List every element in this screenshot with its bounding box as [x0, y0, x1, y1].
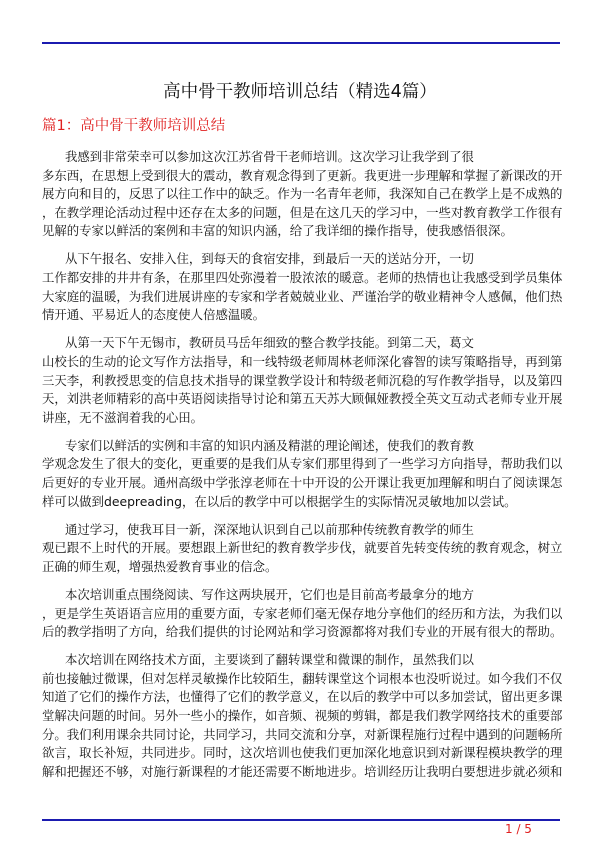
paragraph-line: 样可以做到deepreading，在以后的教学中可以根据学生的实际情况灵敏地加以尝试。 — [42, 493, 517, 509]
paragraph-line: 工作都安排的井井有条，在那里四处弥漫着一股浓浓的暖意。老师的热情也让我感受到学员集体 — [42, 270, 563, 286]
paragraph-line: 欲言，取长补短，共同进步。同时，这次培训也使我们更加深化地意识到对新课程模块教学的理 — [42, 745, 563, 761]
paragraph — [42, 334, 563, 427]
paragraph-line: 从下午报名、安排入住，到每天的食宿安排，到最后一天的送站分开，一切 — [65, 251, 474, 267]
paragraph-line: 我感到非常荣幸可以参加这次江苏省骨干老师培训。这次学习让我学到了很 — [65, 149, 474, 164]
paragraph-line: 展方向和目的，反思了以往工作中的缺乏。作为一名青年老师，我深知自己在教学上是不成熟的 — [42, 186, 563, 202]
document-title: 高中骨干教师培训总结（精选4篇） — [163, 82, 437, 102]
paragraph-line: 正确的师生观，增强热爱教育事业的信念。 — [42, 558, 278, 574]
paragraph — [42, 586, 563, 642]
paragraph-line: 后更好的专业开展。通州高级中学张淳老师在十中开设的公开课让我更加理解和明白了阅读课怎 — [42, 475, 563, 490]
paragraph-line: 堂解决问题的时间。另外一些小的操作，如音频、视频的剪辑，都是我们教学网络技术的重要部 — [42, 708, 563, 724]
section-heading: 篇1：高中骨干教师培训总结 — [42, 118, 226, 134]
paragraph — [42, 651, 563, 781]
paragraph-line: 见解的专家以鲜活的案例和丰富的知识内涵，给了我详细的操作指导，使我感悟很深。 — [42, 223, 513, 239]
paragraph-line: 三天李，利教授思变的信息技术指导的课堂教学设计和特级老师沉稳的写作教学指导，以及第四 — [42, 372, 563, 388]
paragraph — [42, 148, 563, 241]
paragraph-line: 山校长的生动的论文写作方法指导，和一线特级老师周林老师深化睿智的读写策略指导，再到第 — [42, 353, 563, 369]
paragraph-line: 专家们以鲜活的实例和丰富的知识内涵及精湛的理论阐述，使我们的教育教 — [65, 437, 474, 453]
page-number: 1 / 5 — [505, 822, 532, 836]
footer-rule — [42, 819, 560, 821]
paragraph-line: 大家庭的温暖，为我们进展讲座的专家和学者兢兢业业、严谨治学的敬业精神令人感佩，他们热 — [42, 288, 563, 304]
document-body — [42, 148, 563, 791]
paragraph-line: 通过学习，使我耳目一新，深深地认识到自己以前那种传统教育教学的师生 — [65, 521, 474, 537]
paragraph-line: 从第一天下午无锡市，教研员马岳年细致的整合教学技能。到第二天，葛文 — [65, 335, 474, 351]
paragraph-line: 本次培训重点围绕阅读、写作这两块展开，它们也是目前高考最拿分的地方 — [65, 586, 474, 602]
paragraph-line: 学观念发生了很大的变化，更重要的是我们从专家们那里得到了一些学习方向指导，帮助我们以 — [42, 456, 563, 472]
paragraph-line: 情开通、平易近人的态度使人倍感温暖。 — [42, 307, 266, 323]
paragraph-line: 解和把握还不够，对施行新课程的才能还需要不断地进步。培训经历让我明白要想进步就必须和 — [42, 763, 563, 779]
paragraph-line: 分。我们利用课余共同讨论，共同学习，共同交流和分享，对新课程施行过程中遇到的问题畅所 — [42, 726, 563, 742]
paragraph — [42, 250, 563, 324]
paragraph-line: ，在教学理论活动过程中还存在太多的问题，但是在这几天的学习中，一些对教育教学工作很有 — [42, 204, 563, 220]
paragraph-line: 讲座，无不滋润着我的心田。 — [42, 409, 204, 425]
paragraph-line: 天，刘洪老师精彩的高中英语阅读指导讨论和第五天苏大顾佩娅教授全英文互动式老师专业开展 — [42, 391, 563, 407]
paragraph-line: 观已跟不上时代的开展。要想跟上新世纪的教育教学步伐，就要首先转变传统的教育观念，树立 — [42, 540, 563, 556]
paragraph-line: 前也接触过微课，但对怎样灵敏操作比较陌生，翻转课堂这个词根本也没听说过。如今我们不仅 — [42, 670, 563, 686]
paragraph-line: 知道了它们的操作方法，也懂得了它们的教学意义，在以后的教学中可以多加尝试，留出更多课 — [42, 689, 563, 705]
paragraph-line: 多东西，在思想上受到很大的震动，教育观念得到了更新。我更进一步理解和掌握了新课改的开 — [42, 167, 563, 183]
paragraph-line: ，更是学生英语语言应用的重要方面，专家老师们毫无保存地分享他们的经历和方法，为我们以 — [42, 605, 563, 621]
header-rule — [42, 42, 560, 44]
paragraph — [42, 437, 563, 511]
paragraph — [42, 521, 563, 577]
paragraph-line: 本次培训在网络技术方面，主要谈到了翻转课堂和微课的制作，虽然我们以 — [65, 652, 474, 668]
paragraph-line: 后的教学指明了方向，给我们提供的讨论网站和学习资源都将对我们专业的开展有很大的帮助。 — [42, 624, 563, 640]
